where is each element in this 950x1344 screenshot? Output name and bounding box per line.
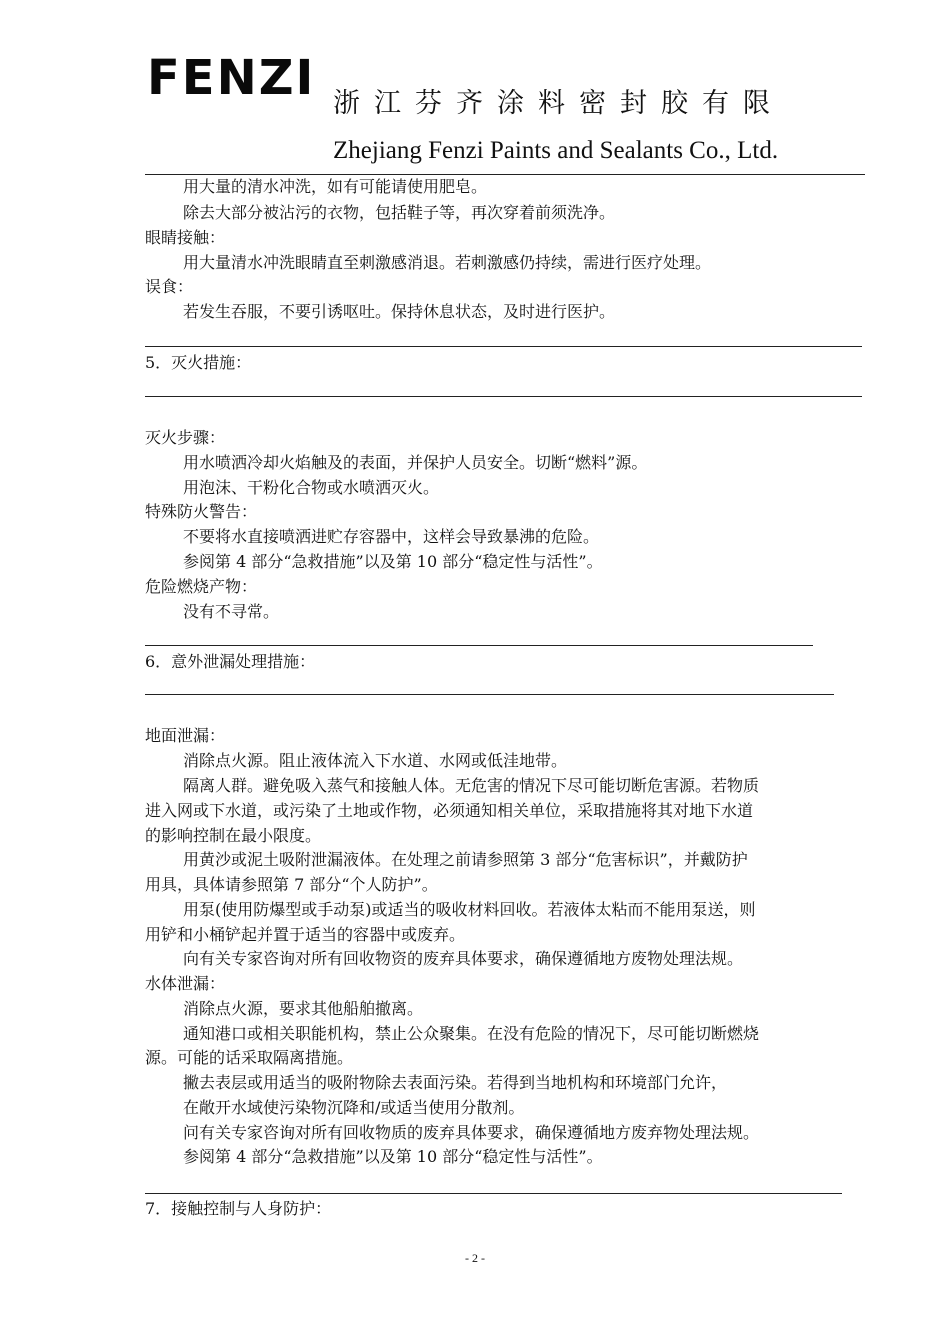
- ingestion-heading: 误食：: [145, 277, 194, 296]
- section-divider: [145, 1193, 842, 1194]
- company-logo: FENZI: [147, 50, 316, 106]
- water-spill-line: 撇去表层或用适当的吸附物除去表面污染。若得到当地机构和环境部门允许，: [183, 1073, 728, 1092]
- section-divider: [145, 694, 834, 695]
- section-divider: [145, 396, 862, 397]
- section-divider: [145, 346, 862, 347]
- section6-title: 6．意外泄漏处理措施：: [145, 652, 316, 671]
- water-spill-line: 在敞开水域使污染物沉降和/或适当使用分散剂。: [183, 1098, 525, 1117]
- ingestion-line: 若发生吞服，不要引诱呕吐。保持休息状态，及时进行医护。: [183, 302, 616, 321]
- water-spill-line: 源。可能的话采取隔离措施。: [145, 1048, 354, 1067]
- section-divider: [145, 645, 813, 646]
- special-warning-line: 不要将水直接喷洒进贮存容器中，这样会导致暴沸的危险。: [183, 527, 600, 546]
- page-number: - 2 -: [465, 1251, 485, 1265]
- special-warning-heading: 特殊防火警告：: [145, 502, 258, 521]
- fire-step-line: 用水喷洒冷却火焰触及的表面，并保护人员安全。切断“燃料”源。: [183, 453, 648, 472]
- combustion-products-line: 没有不寻常。: [183, 602, 280, 621]
- ground-spill-line: 用铲和小桶铲起并置于适当的容器中或废弃。: [145, 925, 466, 944]
- water-spill-line: 消除点火源，要求其他船舶撤离。: [183, 999, 424, 1018]
- special-warning-line: 参阅第 4 部分“急救措施”以及第 10 部分“稳定性与活性”。: [183, 552, 603, 571]
- ground-spill-line: 消除点火源。阻止液体流入下水道、水网或低洼地带。: [183, 751, 568, 770]
- ground-spill-line: 用黄沙或泥土吸附泄漏液体。在处理之前请参照第 3 部分“危害标识”，并戴防护: [183, 850, 748, 869]
- ground-spill-line: 隔离人群。避免吸入蒸气和接触人体。无危害的情况下尽可能切断危害源。若物质: [183, 776, 760, 795]
- water-spill-line: 参阅第 4 部分“急救措施”以及第 10 部分“稳定性与活性”。: [183, 1147, 603, 1166]
- water-spill-line: 通知港口或相关职能机构，禁止公众聚集。在没有危险的情况下，尽可能切断燃烧: [183, 1024, 760, 1043]
- company-name-chinese: 浙江芬齐涂料密封胶有限: [333, 88, 784, 119]
- combustion-products-heading: 危险燃烧产物：: [145, 577, 258, 596]
- eye-contact-line: 用大量清水冲洗眼睛直至刺激感消退。若刺激感仍持续，需进行医疗处理。: [183, 253, 712, 272]
- section5-title: 5．灭火措施：: [145, 353, 252, 372]
- ground-spill-line: 进入网或下水道，或污染了土地或作物，必须通知相关单位，采取措施将其对地下水道: [145, 801, 754, 820]
- company-name-english: Zhejiang Fenzi Paints and Sealants Co., Ltd.: [333, 137, 779, 164]
- fire-step-line: 用泡沫、干粉化合物或水喷洒灭火。: [183, 478, 440, 497]
- fire-steps-heading: 灭火步骤：: [145, 428, 226, 447]
- ground-spill-line: 的影响控制在最小限度。: [145, 826, 322, 845]
- skin-contact-line: 除去大部分被沾污的衣物，包括鞋子等，再次穿着前须洗净。: [183, 203, 616, 222]
- ground-spill-line: 用具，具体请参照第 7 部分“个人防护”。: [145, 875, 438, 894]
- section7-title: 7．接触控制与人身防护：: [145, 1199, 332, 1218]
- ground-spill-line: 用泵(使用防爆型或手动泵)或适当的吸收材料回收。若液体太粘而不能用泵送，则: [183, 900, 756, 919]
- skin-contact-line: 用大量的清水冲洗，如有可能请使用肥皂。: [183, 177, 488, 196]
- ground-spill-heading: 地面泄漏：: [145, 726, 226, 745]
- eye-contact-heading: 眼睛接触：: [145, 228, 226, 247]
- water-spill-line: 问有关专家咨询对所有回收物质的废弃具体要求，确保遵循地方废弃物处理法规。: [183, 1123, 760, 1142]
- ground-spill-line: 向有关专家咨询对所有回收物资的废弃具体要求，确保遵循地方废物处理法规。: [183, 949, 744, 968]
- water-spill-heading: 水体泄漏：: [145, 974, 226, 993]
